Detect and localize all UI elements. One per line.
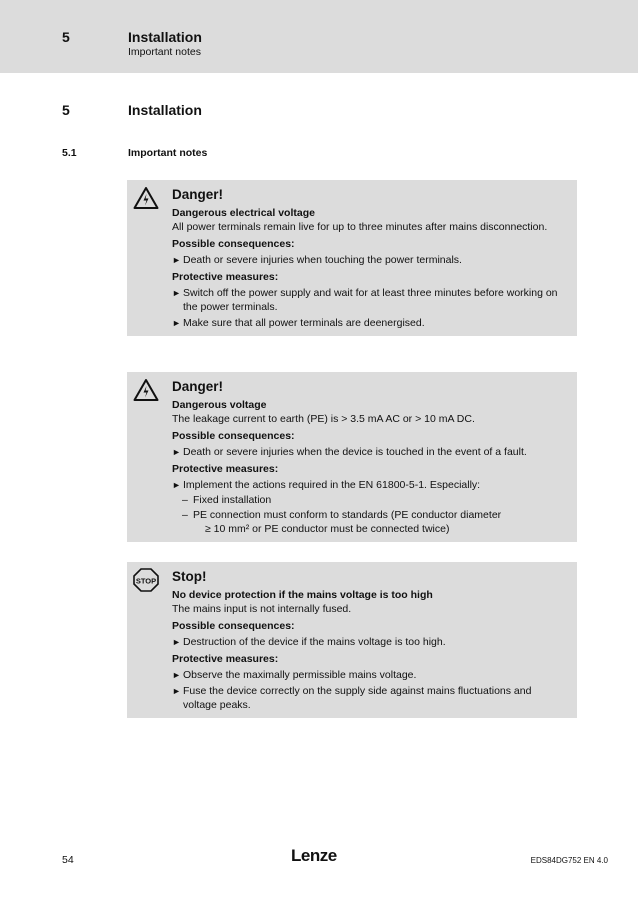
page-header: [0, 0, 638, 73]
high-voltage-warning-icon: [133, 186, 159, 210]
notice-heading: Danger!: [172, 379, 224, 394]
sub-measure-item: – Fixed installation: [182, 494, 272, 506]
header-chapter-number: 5: [62, 29, 70, 45]
lenze-logo: Lenze: [291, 846, 337, 865]
notice-subject: Dangerous voltage: [172, 399, 267, 411]
high-voltage-warning-icon: [133, 378, 159, 402]
measures-label: Protective measures:: [172, 463, 279, 475]
consequences-label: Possible consequences:: [172, 620, 295, 632]
sub-measure-continuation: ≥ 10 mm² or PE conductor must be connected twice): [205, 523, 450, 535]
notice-heading: Stop!: [172, 569, 207, 584]
consequence-item: ► Death or severe injuries when touching the power terminals.: [172, 253, 567, 267]
subsection-number: 5.1: [62, 147, 77, 159]
stop-notice: [127, 562, 577, 718]
measure-item: ► Observe the maximally permissible mains voltage.: [172, 668, 567, 682]
notice-description: All power terminals remain live for up to three minutes after mains disconnection.: [172, 221, 548, 233]
consequence-item: ► Destruction of the device if the mains voltage is too high.: [172, 635, 567, 649]
danger-notice-2: [127, 372, 577, 542]
measure-item: ► Make sure that all power terminals are deenergised.: [172, 316, 567, 330]
svg-text:STOP: STOP: [135, 576, 157, 586]
sub-measure-item: – PE connection must conform to standards (PE conductor diameter: [182, 509, 502, 521]
notice-description: The mains input is not internally fused.: [172, 603, 352, 615]
notice-heading: Danger!: [172, 187, 224, 202]
stop-sign-icon: [133, 568, 159, 592]
measure-item: ► Switch off the power supply and wait for at least three minutes before working on the power terminals.: [172, 286, 567, 314]
notice-description: The leakage current to earth (PE) is > 3.5 mA AC or > 10 mA DC.: [172, 413, 475, 425]
consequence-item: ► Death or severe injuries when the device is touched in the event of a fault.: [172, 445, 567, 459]
page-number: 54: [62, 854, 74, 866]
danger-notice-1: [127, 180, 577, 336]
measure-item: ► Implement the actions required in the EN 61800-5-1. Especially:: [172, 478, 567, 492]
section-number: 5: [62, 102, 70, 118]
measures-label: Protective measures:: [172, 653, 279, 665]
section-title: Installation: [128, 102, 202, 118]
notice-subject: No device protection if the mains voltage is too high: [172, 589, 433, 601]
notice-subject: Dangerous electrical voltage: [172, 207, 315, 219]
consequences-label: Possible consequences:: [172, 430, 295, 442]
header-title: Installation: [128, 29, 202, 45]
consequences-label: Possible consequences:: [172, 238, 295, 250]
document-id: EDS84DG752 EN 4.0: [530, 856, 608, 865]
measures-label: Protective measures:: [172, 271, 279, 283]
header-subtitle: Important notes: [128, 46, 201, 58]
measure-item: ► Fuse the device correctly on the supply side against mains fluctuations and voltage peaks.: [172, 684, 567, 712]
subsection-title: Important notes: [128, 147, 208, 159]
